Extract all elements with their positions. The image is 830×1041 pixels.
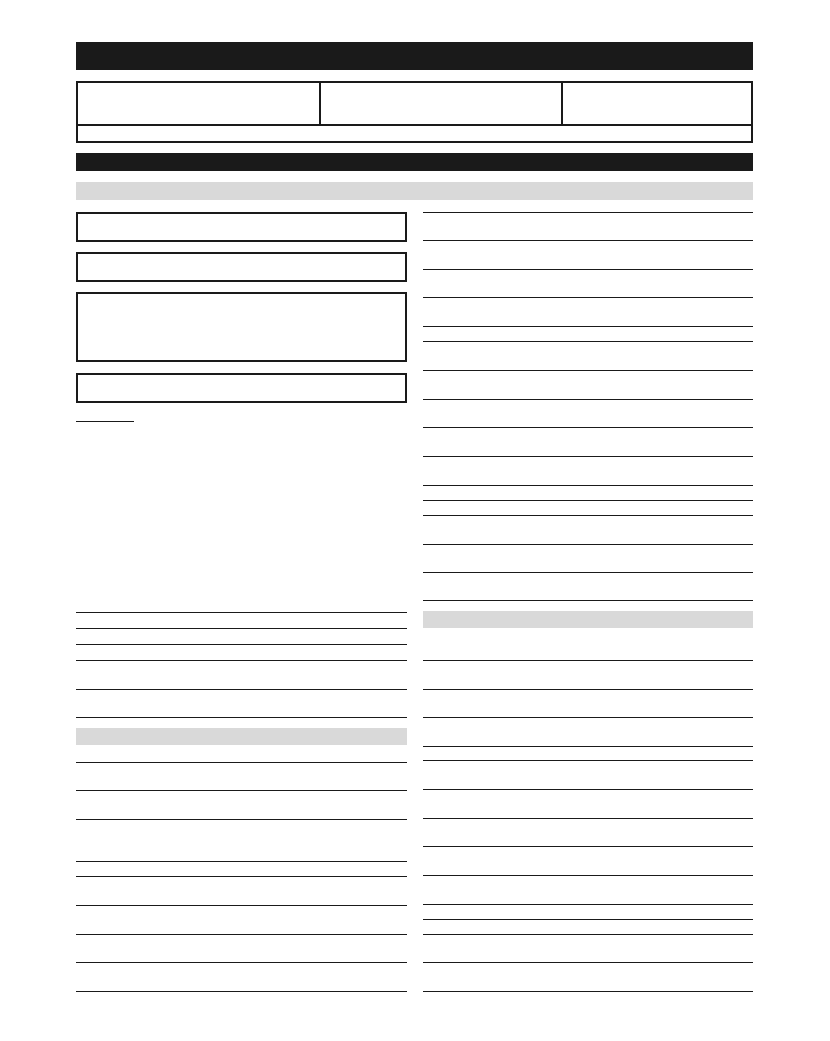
right-line-20 bbox=[423, 746, 753, 747]
right-line-19 bbox=[423, 717, 753, 718]
section-band-top bbox=[76, 182, 753, 200]
left-line-7 bbox=[76, 762, 407, 763]
short-underline bbox=[76, 421, 134, 422]
left-line-12 bbox=[76, 905, 407, 906]
info-grid-row bbox=[78, 83, 751, 126]
right-line-8 bbox=[423, 399, 753, 400]
left-line-2 bbox=[76, 628, 407, 629]
right-line-28 bbox=[423, 934, 753, 935]
right-section-band bbox=[423, 611, 753, 628]
info-cell-3[interactable] bbox=[563, 83, 755, 124]
left-line-11 bbox=[76, 876, 407, 877]
info-cell-2[interactable] bbox=[321, 83, 563, 124]
info-grid-footer[interactable] bbox=[78, 126, 751, 141]
left-line-15 bbox=[76, 991, 407, 992]
right-line-1 bbox=[423, 212, 753, 213]
right-line-4 bbox=[423, 297, 753, 298]
right-line-18 bbox=[423, 689, 753, 690]
right-line-11 bbox=[423, 485, 753, 486]
right-line-22 bbox=[423, 789, 753, 790]
right-line-17 bbox=[423, 660, 753, 661]
left-section-band bbox=[76, 728, 407, 745]
right-line-7 bbox=[423, 370, 753, 371]
right-line-14 bbox=[423, 544, 753, 545]
info-cell-1[interactable] bbox=[78, 83, 321, 124]
left-line-3 bbox=[76, 644, 407, 645]
right-line-21 bbox=[423, 760, 753, 761]
left-line-5 bbox=[76, 689, 407, 690]
left-box-4[interactable] bbox=[76, 373, 407, 403]
left-line-1 bbox=[76, 612, 407, 613]
section-bar bbox=[76, 153, 753, 171]
left-line-6 bbox=[76, 717, 407, 718]
right-line-29 bbox=[423, 962, 753, 963]
right-line-6 bbox=[423, 341, 753, 342]
right-line-23 bbox=[423, 818, 753, 819]
right-line-16 bbox=[423, 600, 753, 601]
left-line-4 bbox=[76, 660, 407, 661]
right-line-10 bbox=[423, 456, 753, 457]
right-line-2 bbox=[423, 240, 753, 241]
left-box-3[interactable] bbox=[76, 292, 407, 362]
right-line-27 bbox=[423, 919, 753, 920]
right-line-24 bbox=[423, 846, 753, 847]
right-line-9 bbox=[423, 427, 753, 428]
right-line-3 bbox=[423, 269, 753, 270]
left-line-9 bbox=[76, 819, 407, 820]
left-box-2[interactable] bbox=[76, 252, 407, 282]
right-line-12 bbox=[423, 500, 753, 501]
page-title-bar bbox=[76, 42, 753, 70]
left-line-10 bbox=[76, 861, 407, 862]
right-line-26 bbox=[423, 904, 753, 905]
left-box-1[interactable] bbox=[76, 212, 407, 242]
right-line-30 bbox=[423, 991, 753, 992]
left-line-13 bbox=[76, 934, 407, 935]
left-line-14 bbox=[76, 962, 407, 963]
info-grid bbox=[76, 81, 753, 143]
right-line-5 bbox=[423, 326, 753, 327]
right-line-25 bbox=[423, 875, 753, 876]
right-line-15 bbox=[423, 572, 753, 573]
right-line-13 bbox=[423, 515, 753, 516]
left-line-8 bbox=[76, 790, 407, 791]
